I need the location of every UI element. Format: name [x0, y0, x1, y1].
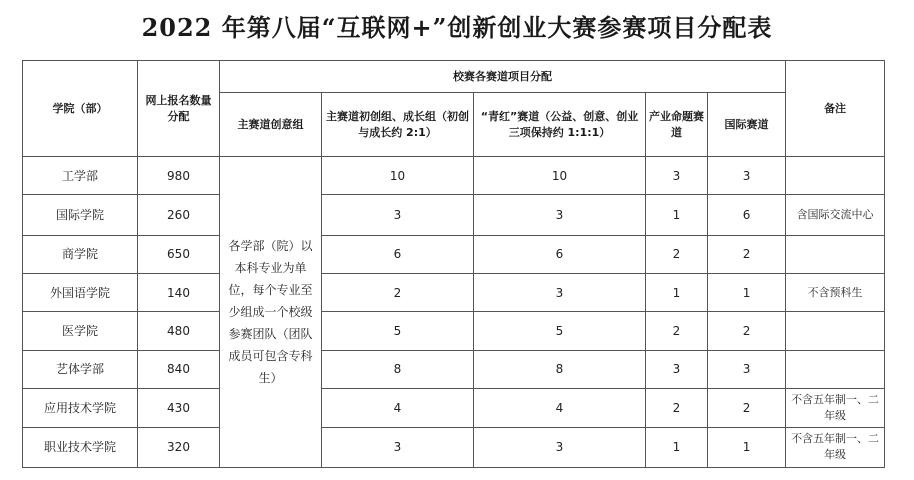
youth-red-cell: 4	[474, 389, 646, 427]
quota-cell: 840	[138, 350, 220, 388]
youth-red-cell: 3	[474, 195, 646, 235]
table-row	[23, 235, 885, 273]
industry-cell: 1	[646, 427, 708, 467]
quota-cell: 650	[138, 235, 220, 273]
remarks-cell	[786, 312, 885, 350]
college-cell: 艺体学部	[23, 350, 138, 388]
header-track-group: 校赛各赛道项目分配	[220, 61, 786, 93]
remarks-cell: 含国际交流中心	[786, 195, 885, 235]
startup-cell: 3	[322, 427, 474, 467]
industry-cell: 2	[646, 389, 708, 427]
youth-red-cell: 3	[474, 274, 646, 312]
youth-red-cell: 10	[474, 157, 646, 195]
youth-red-cell: 6	[474, 235, 646, 273]
international-cell: 1	[708, 274, 786, 312]
header-youth-red: “青红”赛道（公益、创意、创业三项保持约 1:1:1）	[474, 93, 646, 157]
quota-cell: 480	[138, 312, 220, 350]
quota-cell: 140	[138, 274, 220, 312]
industry-cell: 3	[646, 350, 708, 388]
international-cell: 2	[708, 312, 786, 350]
college-cell: 国际学院	[23, 195, 138, 235]
international-cell: 2	[708, 235, 786, 273]
college-cell: 外国语学院	[23, 274, 138, 312]
college-cell: 工学部	[23, 157, 138, 195]
header-industry: 产业命题赛道	[646, 93, 708, 157]
quota-cell: 260	[138, 195, 220, 235]
industry-cell: 1	[646, 274, 708, 312]
table-row	[23, 350, 885, 388]
youth-red-cell: 3	[474, 427, 646, 467]
creative-note-cell: 各学部（院）以本科专业为单位，每个专业至少组成一个校级参赛团队（团队成员可包含专科生）	[220, 157, 322, 468]
industry-cell: 1	[646, 195, 708, 235]
remarks-cell	[786, 350, 885, 388]
header-row-1	[23, 61, 885, 93]
quota-cell: 980	[138, 157, 220, 195]
header-remarks: 备注	[786, 61, 885, 157]
header-international: 国际赛道	[708, 93, 786, 157]
header-startup: 主赛道初创组、成长组（初创与成长约 2:1）	[322, 93, 474, 157]
table-row	[23, 157, 885, 195]
table-row	[23, 389, 885, 427]
industry-cell: 2	[646, 312, 708, 350]
remarks-cell	[786, 235, 885, 273]
college-cell: 商学院	[23, 235, 138, 273]
international-cell: 2	[708, 389, 786, 427]
quota-cell: 320	[138, 427, 220, 467]
college-cell: 应用技术学院	[23, 389, 138, 427]
international-cell: 1	[708, 427, 786, 467]
international-cell: 3	[708, 157, 786, 195]
youth-red-cell: 5	[474, 312, 646, 350]
allocation-table	[22, 60, 885, 468]
startup-cell: 2	[322, 274, 474, 312]
remarks-cell	[786, 157, 885, 195]
startup-cell: 4	[322, 389, 474, 427]
table-row	[23, 195, 885, 235]
startup-cell: 10	[322, 157, 474, 195]
industry-cell: 3	[646, 157, 708, 195]
table-row	[23, 312, 885, 350]
college-cell: 医学院	[23, 312, 138, 350]
college-cell: 职业技术学院	[23, 427, 138, 467]
remarks-cell: 不含五年制一、二年级	[786, 427, 885, 467]
header-creative: 主赛道创意组	[220, 93, 322, 157]
international-cell: 3	[708, 350, 786, 388]
remarks-cell: 不含五年制一、二年级	[786, 389, 885, 427]
youth-red-cell: 8	[474, 350, 646, 388]
startup-cell: 5	[322, 312, 474, 350]
startup-cell: 3	[322, 195, 474, 235]
table-row	[23, 427, 885, 467]
industry-cell: 2	[646, 235, 708, 273]
startup-cell: 6	[322, 235, 474, 273]
page-title: 2022 年第八届“互联网+”创新创业大赛参赛项目分配表	[141, 13, 773, 42]
header-college: 学院（部）	[23, 61, 138, 157]
international-cell: 6	[708, 195, 786, 235]
header-quota: 网上报名数量分配	[138, 61, 220, 157]
table-body	[23, 157, 885, 468]
table-row	[23, 274, 885, 312]
quota-cell: 430	[138, 389, 220, 427]
remarks-cell: 不含预科生	[786, 274, 885, 312]
startup-cell: 8	[322, 350, 474, 388]
